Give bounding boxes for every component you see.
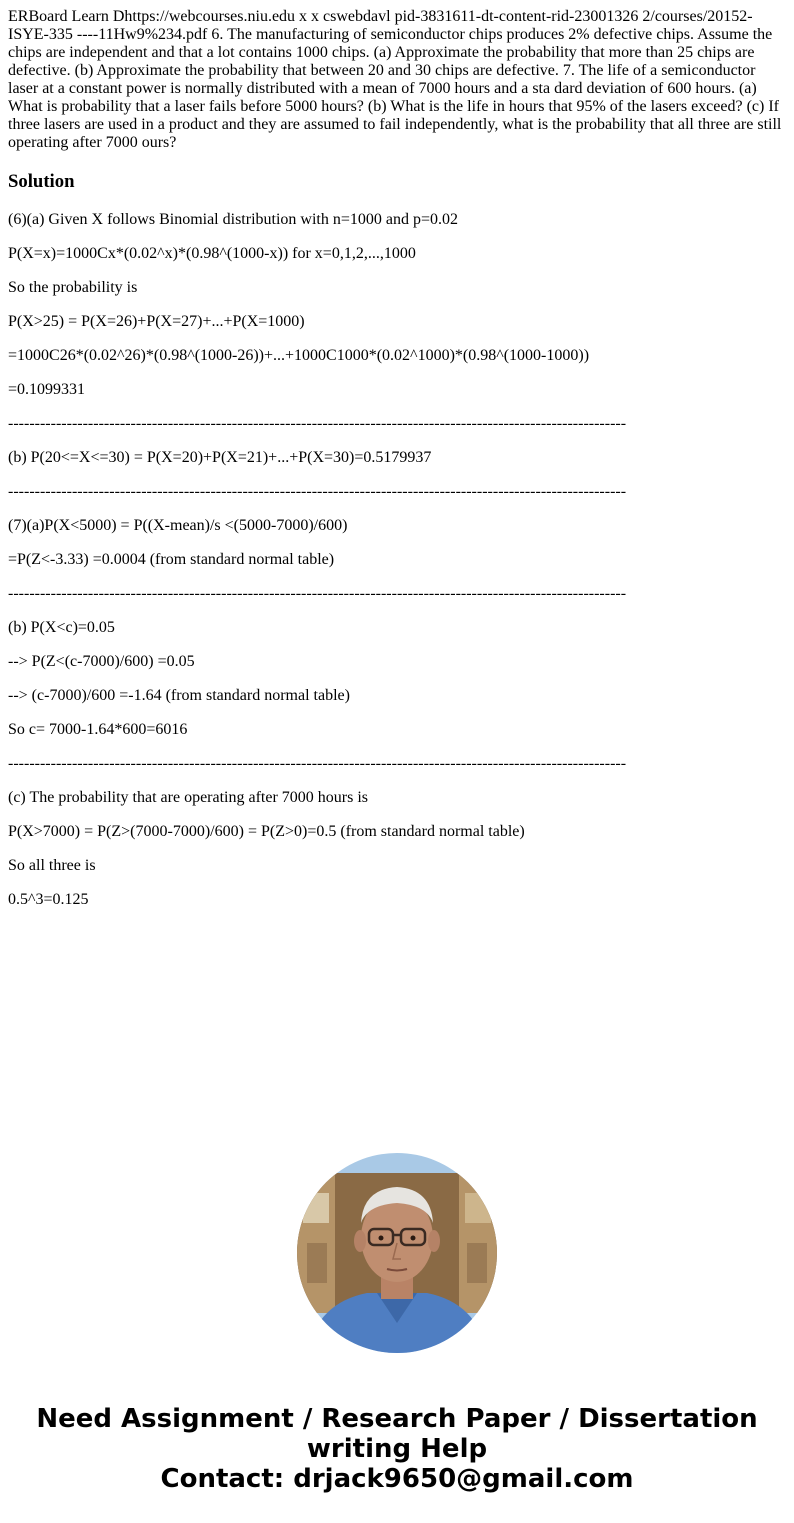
solution-line: --> (c-7000)/600 =-1.64 (from standard normal table) [8, 687, 350, 704]
author-avatar [297, 1153, 497, 1353]
solution-line: P(X>7000) = P(Z>(7000-7000)/600) = P(Z>0)=0.5 (from standard normal table) [8, 823, 525, 840]
footer-line-2: writing Help [306, 1434, 488, 1464]
solution-line: So the probability is [8, 279, 138, 296]
solution-line: (b) P(20<=X<=30) = P(X=20)+P(X=21)+...+P(X=30)=0.5179937 [8, 449, 432, 466]
divider: -------------------------------------------------------------------------------------------------------------------- [8, 585, 627, 602]
footer-banner [0, 1404, 794, 1494]
footer-line-1: Need Assignment / Research Paper / Dissertation [36, 1404, 758, 1434]
solution-line: (c) The probability that are operating after 7000 hours is [8, 789, 369, 806]
solution-line: P(X=x)=1000Cx*(0.02^x)*(0.98^(1000-x)) for x=0,1,2,...,1000 [8, 245, 416, 262]
author-photo [297, 1153, 497, 1353]
solution-line: (7)(a)P(X<5000) = P((X-mean)/s <(5000-7000)/600) [8, 517, 348, 534]
solution-line: P(X>25) = P(X=26)+P(X=27)+...+P(X=1000) [8, 313, 305, 330]
solution-line: =1000C26*(0.02^26)*(0.98^(1000-26))+...+1000C1000*(0.02^1000)*(0.98^(1000-1000)) [8, 347, 590, 364]
solution-heading: Solution [8, 171, 75, 192]
question-text: ERBoard Learn Dhttps://webcourses.niu.edu x x cswebdavl pid-3831611-dt-content-rid-23001326 2/courses/20152-ISYE-335 ----11Hw9%234.pdf 6. The manufacturing of semiconductor chips produces 2% defective chips. Assume the chips are independent and that a lot contains 1000 chips. (a) Approximate the probability that more than 25 chips are defective. (b) Approximate the probability that between 20 and 30 chips are defective. 7. The life of a semiconductor laser at a constant power is normally distributed with a mean of 7000 hours and a sta dard deviation of 600 hours. (a) What is probability that a laser fails before 5000 hours? (b) What is the life in hours that 95% of the lasers exceed? (c) If three lasers are used in a product and they are assumed to fail independently, what is the probability that all three are still operating after 7000 ours? [8, 8, 782, 151]
solution-line: So c= 7000-1.64*600=6016 [8, 721, 188, 738]
solution-line: So all three is [8, 857, 96, 874]
divider: -------------------------------------------------------------------------------------------------------------------- [8, 483, 627, 500]
solution-line: 0.5^3=0.125 [8, 891, 89, 908]
divider: -------------------------------------------------------------------------------------------------------------------- [8, 755, 627, 772]
footer-contact: Contact: drjack9650@gmail.com [160, 1464, 634, 1494]
solution-line: =P(Z<-3.33) =0.0004 (from standard normal table) [8, 551, 335, 568]
solution-line: (6)(a) Given X follows Binomial distribution with n=1000 and p=0.02 [8, 211, 458, 228]
solution-line: =0.1099331 [8, 381, 86, 398]
divider: -------------------------------------------------------------------------------------------------------------------- [8, 415, 627, 432]
solution-line: (b) P(X<c)=0.05 [8, 619, 115, 636]
solution-line: --> P(Z<(c-7000)/600) =0.05 [8, 653, 195, 670]
